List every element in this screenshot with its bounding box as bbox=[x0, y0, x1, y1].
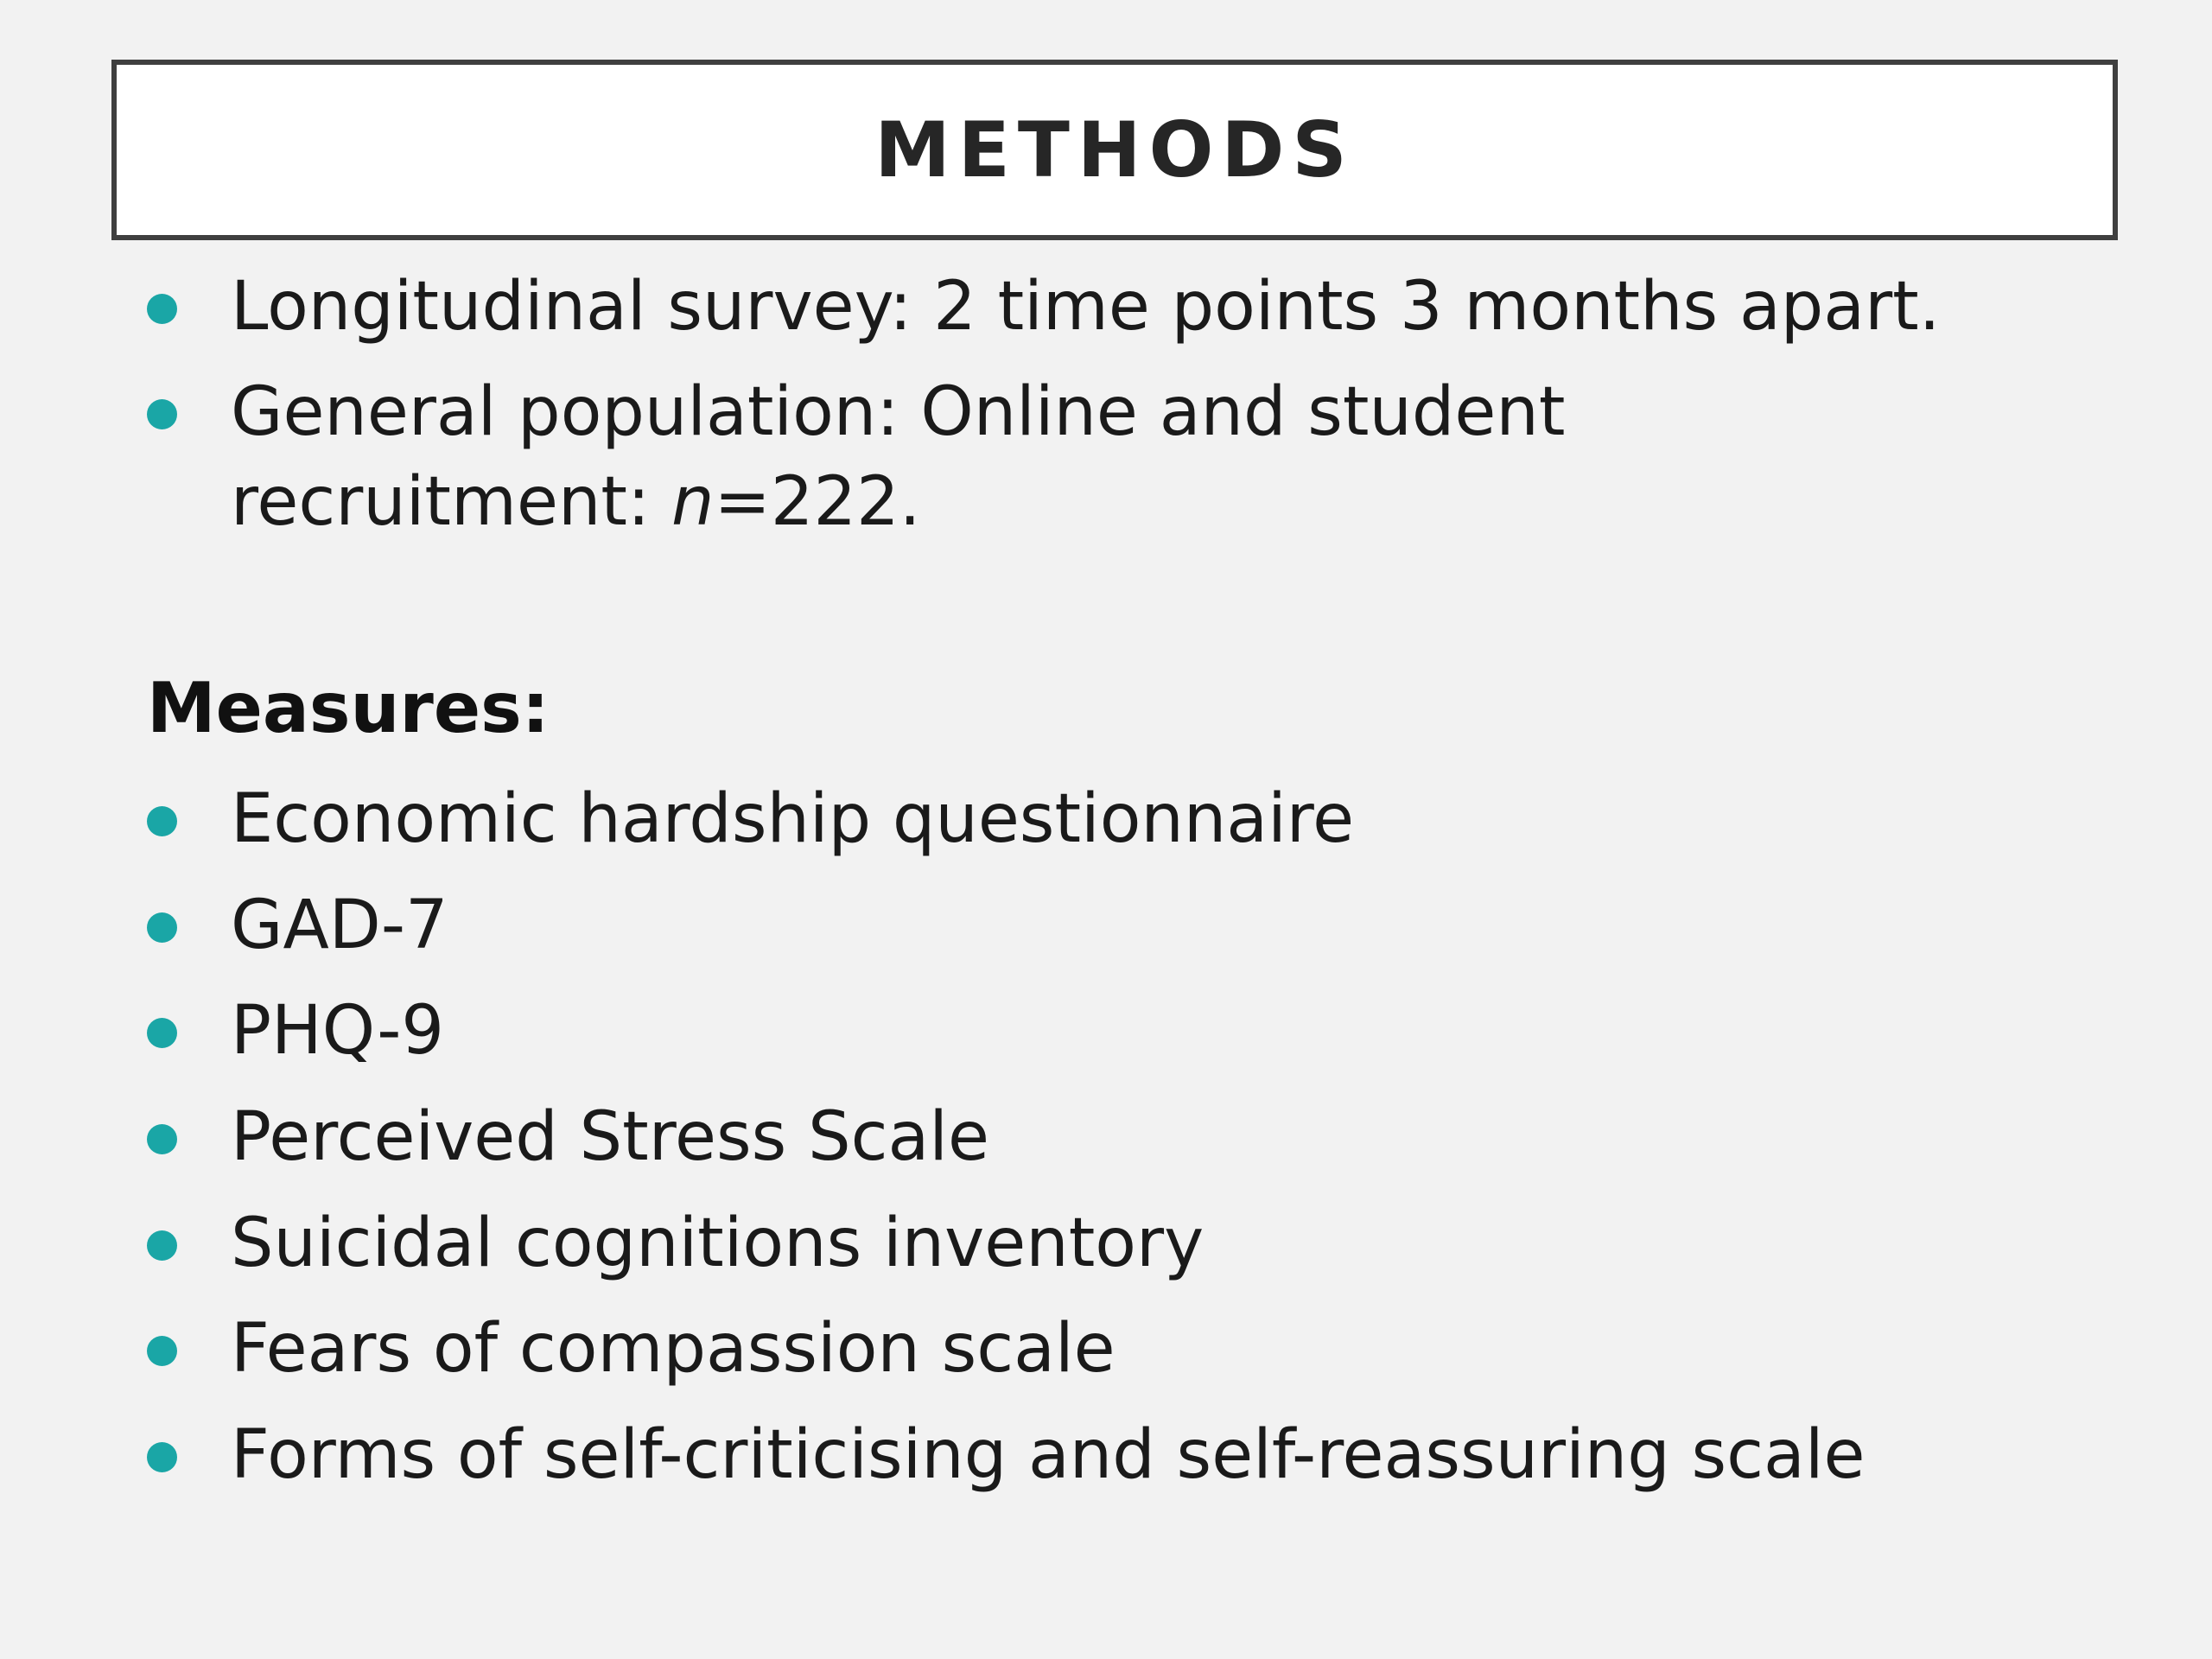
measure-item-text: Fears of compassion scale bbox=[231, 1310, 1116, 1388]
design-bullet-2 bbox=[147, 367, 2169, 547]
measure-item bbox=[147, 880, 2169, 970]
design-bullet-line1: General population: Online and student bbox=[231, 373, 1566, 451]
measure-item bbox=[147, 1092, 2169, 1182]
measure-item-text: Economic hardship questionnaire bbox=[231, 780, 1355, 858]
bullet-dot-icon bbox=[147, 912, 177, 943]
bullet-dot-icon bbox=[147, 399, 177, 429]
sample-size-value: =222. bbox=[714, 463, 921, 541]
measure-item-text: GAD-7 bbox=[231, 887, 448, 964]
measure-item-text: Perceived Stress Scale bbox=[231, 1098, 989, 1176]
bullet-dot-icon bbox=[147, 1230, 177, 1261]
bullet-dot-icon bbox=[147, 294, 177, 324]
slide-title: METHODS bbox=[874, 105, 1355, 194]
measure-item-text: Suicidal cognitions inventory bbox=[231, 1205, 1205, 1282]
bullet-dot-icon bbox=[147, 1124, 177, 1154]
bullet-dot-icon bbox=[147, 1336, 177, 1366]
measures-heading: Measures: bbox=[147, 668, 550, 748]
measure-item bbox=[147, 1304, 2169, 1394]
measure-item-text: Forms of self-criticising and self-reassuring scale bbox=[231, 1416, 1866, 1494]
measure-item bbox=[147, 774, 2169, 864]
bullet-dot-icon bbox=[147, 1442, 177, 1472]
design-bullet-1 bbox=[147, 262, 2169, 352]
measure-item bbox=[147, 986, 2169, 1076]
design-bullet-text bbox=[231, 367, 1565, 547]
bullet-dot-icon bbox=[147, 1018, 177, 1048]
bullet-dot-icon bbox=[147, 806, 177, 836]
recruitment-prefix: recruitment: bbox=[231, 463, 672, 541]
design-bullet-line2 bbox=[231, 457, 1565, 547]
measure-item-text: PHQ-9 bbox=[231, 992, 445, 1070]
design-bullet-text: Longitudinal survey: 2 time points 3 months apart. bbox=[231, 268, 1941, 346]
measure-item bbox=[147, 1410, 2169, 1500]
sample-size-symbol: n bbox=[671, 463, 715, 541]
measure-item bbox=[147, 1198, 2169, 1288]
